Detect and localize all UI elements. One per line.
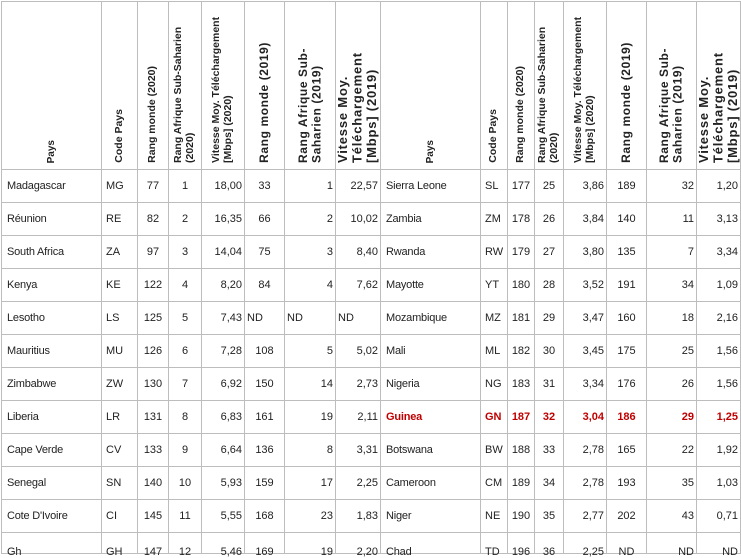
- left-cell-v19[interactable]: 5,02: [336, 335, 381, 368]
- right-cell-code[interactable]: NG: [481, 368, 508, 401]
- left-cell-v20[interactable]: 5,93: [202, 467, 245, 500]
- header-speed-2020-left[interactable]: [202, 2, 245, 170]
- table-row: [2, 500, 741, 533]
- left-cell-ra20[interactable]: 11: [169, 500, 202, 533]
- header-rank-world-2019-right[interactable]: [607, 2, 647, 170]
- right-cell-v20[interactable]: 3,84: [564, 203, 607, 236]
- right-cell-ra20[interactable]: 29: [535, 302, 564, 335]
- header-rank-africa-2019-right[interactable]: [647, 2, 697, 170]
- left-cell-pays[interactable]: [2, 533, 102, 558]
- left-cell-v19[interactable]: 8,40: [336, 236, 381, 269]
- left-cell-code[interactable]: RE: [102, 203, 138, 236]
- right-cell-ra20[interactable]: 32: [535, 401, 564, 434]
- right-cell-code[interactable]: YT: [481, 269, 508, 302]
- right-cell-ra20[interactable]: 25: [535, 170, 564, 203]
- left-cell-rm20[interactable]: 131: [138, 401, 169, 434]
- header-label: Rang monde (2020): [514, 66, 527, 163]
- left-cell-ra20[interactable]: [169, 533, 202, 558]
- table-row: [2, 467, 741, 500]
- right-cell-rm19[interactable]: 186: [607, 401, 647, 434]
- right-cell-rm19[interactable]: 191: [607, 269, 647, 302]
- table-row: [2, 170, 741, 203]
- right-cell-rm19[interactable]: [607, 533, 647, 558]
- right-cell-ra19[interactable]: 11: [647, 203, 697, 236]
- left-cell-v19[interactable]: 10,02: [336, 203, 381, 236]
- left-cell-v20[interactable]: 8,20: [202, 269, 245, 302]
- left-cell-pays[interactable]: Liberia: [2, 401, 102, 434]
- left-cell-rm19[interactable]: ND: [245, 302, 285, 335]
- header-rank-africa-2019-left[interactable]: [285, 2, 336, 170]
- left-cell-rm20[interactable]: 97: [138, 236, 169, 269]
- header-label: Rang monde (2020): [146, 66, 159, 163]
- right-cell-rm19[interactable]: 193: [607, 467, 647, 500]
- right-cell-rm20[interactable]: 189: [508, 467, 535, 500]
- right-cell-rm19[interactable]: 140: [607, 203, 647, 236]
- partial-cell-text: 169: [255, 546, 274, 558]
- left-cell-rm19[interactable]: 75: [245, 236, 285, 269]
- right-cell-rm20[interactable]: 179: [508, 236, 535, 269]
- right-cell-v20[interactable]: 3,80: [564, 236, 607, 269]
- header-label: Code Pays: [487, 109, 500, 163]
- header-label: Rang Afrique Sub-Saharien (2019): [657, 47, 685, 163]
- right-cell-code[interactable]: BW: [481, 434, 508, 467]
- header-label: Code Pays: [112, 109, 125, 163]
- table-row: [2, 269, 741, 302]
- header-row: [2, 2, 741, 170]
- left-cell-pays[interactable]: Cote D'Ivoire: [2, 500, 102, 533]
- right-cell-ra20[interactable]: 34: [535, 467, 564, 500]
- right-cell-rm19[interactable]: 189: [607, 170, 647, 203]
- left-cell-pays[interactable]: Réunion: [2, 203, 102, 236]
- right-cell-code[interactable]: MZ: [481, 302, 508, 335]
- left-cell-v19[interactable]: 2,11: [336, 401, 381, 434]
- left-cell-pays[interactable]: Cape Verde: [2, 434, 102, 467]
- left-cell-ra19[interactable]: 14: [285, 368, 336, 401]
- left-cell-rm20[interactable]: 145: [138, 500, 169, 533]
- left-cell-code[interactable]: LR: [102, 401, 138, 434]
- right-cell-ra20[interactable]: 26: [535, 203, 564, 236]
- left-cell-pays[interactable]: Lesotho: [2, 302, 102, 335]
- right-cell-v19[interactable]: 1,03: [697, 467, 741, 500]
- right-cell-rm20[interactable]: [508, 533, 535, 558]
- left-cell-rm19[interactable]: 33: [245, 170, 285, 203]
- left-cell-v19[interactable]: 1,83: [336, 500, 381, 533]
- right-cell-ra19[interactable]: 43: [647, 500, 697, 533]
- left-cell-v20[interactable]: 6,92: [202, 368, 245, 401]
- right-cell-ra19[interactable]: 26: [647, 368, 697, 401]
- right-cell-code[interactable]: [481, 533, 508, 558]
- right-cell-pays[interactable]: Guinea: [381, 401, 481, 434]
- left-cell-ra19[interactable]: 8: [285, 434, 336, 467]
- right-cell-rm19[interactable]: 135: [607, 236, 647, 269]
- left-cell-code[interactable]: [102, 533, 138, 558]
- right-cell-rm20[interactable]: 187: [508, 401, 535, 434]
- right-cell-ra19[interactable]: 35: [647, 467, 697, 500]
- right-cell-rm19[interactable]: 202: [607, 500, 647, 533]
- partial-cell-text: 2,20: [356, 546, 378, 558]
- left-cell-rm20[interactable]: 82: [138, 203, 169, 236]
- header-rank-africa-2020-left[interactable]: [169, 2, 202, 170]
- right-cell-rm20[interactable]: 181: [508, 302, 535, 335]
- right-cell-pays[interactable]: Mali: [381, 335, 481, 368]
- header-label: Vitesse Moy. Téléchargement [Mbps] (2020): [210, 16, 234, 163]
- right-cell-code[interactable]: NE: [481, 500, 508, 533]
- left-cell-rm19[interactable]: [245, 533, 285, 558]
- left-cell-code[interactable]: LS: [102, 302, 138, 335]
- right-cell-code[interactable]: ZM: [481, 203, 508, 236]
- left-cell-rm19[interactable]: 108: [245, 335, 285, 368]
- partial-cell-text: GH: [106, 546, 123, 558]
- left-cell-ra20[interactable]: 4: [169, 269, 202, 302]
- left-cell-code[interactable]: ZA: [102, 236, 138, 269]
- header-speed-2019-right[interactable]: [697, 2, 741, 170]
- right-cell-pays[interactable]: [381, 533, 481, 558]
- right-cell-ra19[interactable]: 25: [647, 335, 697, 368]
- header-rank-world-2020-right[interactable]: [508, 2, 535, 170]
- right-cell-ra19[interactable]: 18: [647, 302, 697, 335]
- header-rank-world-2020-left[interactable]: [138, 2, 169, 170]
- right-cell-v19[interactable]: 1,56: [697, 335, 741, 368]
- right-cell-rm19[interactable]: 160: [607, 302, 647, 335]
- left-cell-v20[interactable]: 14,04: [202, 236, 245, 269]
- left-cell-v20[interactable]: [202, 533, 245, 558]
- partial-cell-text: 36: [542, 546, 556, 558]
- right-cell-v20[interactable]: 3,52: [564, 269, 607, 302]
- right-cell-ra20[interactable]: [535, 533, 564, 558]
- right-cell-rm19[interactable]: 165: [607, 434, 647, 467]
- left-cell-v19[interactable]: 22,57: [336, 170, 381, 203]
- table-row: [2, 302, 741, 335]
- left-cell-code[interactable]: ZW: [102, 368, 138, 401]
- right-cell-v19[interactable]: [697, 533, 741, 558]
- left-cell-code[interactable]: SN: [102, 467, 138, 500]
- header-label: Pays: [424, 139, 436, 163]
- left-cell-pays[interactable]: Zimbabwe: [2, 368, 102, 401]
- left-cell-rm19[interactable]: 84: [245, 269, 285, 302]
- right-cell-rm20[interactable]: 180: [508, 269, 535, 302]
- left-cell-ra19[interactable]: 1: [285, 170, 336, 203]
- header-label: Vitesse Moy. Téléchargement [Mbps] (2019): [696, 52, 741, 163]
- right-cell-v20[interactable]: 2,77: [564, 500, 607, 533]
- partial-cell-text: 12: [178, 546, 192, 558]
- left-cell-v20[interactable]: 16,35: [202, 203, 245, 236]
- right-cell-code[interactable]: CM: [481, 467, 508, 500]
- right-cell-v19[interactable]: 1,09: [697, 269, 741, 302]
- header-pays-left[interactable]: [2, 2, 102, 170]
- left-cell-ra19[interactable]: ND: [285, 302, 336, 335]
- right-cell-v19[interactable]: 2,16: [697, 302, 741, 335]
- left-cell-v20[interactable]: 5,55: [202, 500, 245, 533]
- header-speed-2020-right[interactable]: [564, 2, 607, 170]
- right-cell-v20[interactable]: [564, 533, 607, 558]
- left-cell-v20[interactable]: 6,64: [202, 434, 245, 467]
- left-cell-rm20[interactable]: 140: [138, 467, 169, 500]
- right-cell-v19[interactable]: 0,71: [697, 500, 741, 533]
- right-cell-rm20[interactable]: 177: [508, 170, 535, 203]
- header-label: Rang monde (2019): [618, 42, 633, 163]
- left-cell-v20[interactable]: 7,28: [202, 335, 245, 368]
- header-label: Rang Afrique Sub-Saharien (2019): [295, 47, 323, 163]
- right-cell-rm20[interactable]: 188: [508, 434, 535, 467]
- left-cell-rm20[interactable]: [138, 533, 169, 558]
- right-cell-v20[interactable]: 3,45: [564, 335, 607, 368]
- left-cell-ra19[interactable]: 19: [285, 401, 336, 434]
- left-cell-rm19[interactable]: 168: [245, 500, 285, 533]
- left-cell-rm19[interactable]: 161: [245, 401, 285, 434]
- left-cell-pays[interactable]: South Africa: [2, 236, 102, 269]
- partial-cell-text: TD: [485, 546, 500, 558]
- left-cell-rm19[interactable]: 159: [245, 467, 285, 500]
- right-cell-ra20[interactable]: 33: [535, 434, 564, 467]
- right-cell-pays[interactable]: Cameroon: [381, 467, 481, 500]
- left-cell-ra19[interactable]: [285, 533, 336, 558]
- left-cell-v19[interactable]: 2,25: [336, 467, 381, 500]
- left-cell-ra19[interactable]: 5: [285, 335, 336, 368]
- table-row: [2, 203, 741, 236]
- table-row: [2, 368, 741, 401]
- left-cell-v19[interactable]: 7,62: [336, 269, 381, 302]
- left-cell-ra20[interactable]: 9: [169, 434, 202, 467]
- partial-cell-text: Chad: [386, 546, 412, 558]
- partial-cell-text: ND: [678, 546, 694, 558]
- right-cell-rm20[interactable]: 178: [508, 203, 535, 236]
- left-cell-v20[interactable]: 7,43: [202, 302, 245, 335]
- partial-cell-text: 196: [511, 546, 531, 558]
- left-cell-pays[interactable]: Mauritius: [2, 335, 102, 368]
- left-cell-ra20[interactable]: 3: [169, 236, 202, 269]
- right-cell-pays[interactable]: Zambia: [381, 203, 481, 236]
- right-cell-ra19[interactable]: 32: [647, 170, 697, 203]
- header-rank-africa-2020-right[interactable]: [535, 2, 564, 170]
- right-cell-v19[interactable]: 1,25: [697, 401, 741, 434]
- right-cell-ra19[interactable]: 29: [647, 401, 697, 434]
- right-cell-v19[interactable]: 1,56: [697, 368, 741, 401]
- right-cell-pays[interactable]: Sierra Leone: [381, 170, 481, 203]
- right-cell-code[interactable]: SL: [481, 170, 508, 203]
- partial-cell-text: ND: [618, 546, 635, 558]
- left-cell-ra19[interactable]: 3: [285, 236, 336, 269]
- left-cell-ra19[interactable]: 2: [285, 203, 336, 236]
- internet-speed-table: [1, 1, 741, 558]
- table-row: [2, 434, 741, 467]
- partial-cell-text: 5,46: [220, 546, 242, 558]
- header-label: Rang monde (2019): [256, 42, 271, 163]
- table-row-partial: [2, 533, 741, 554]
- right-cell-rm20[interactable]: 182: [508, 335, 535, 368]
- left-cell-ra20[interactable]: 10: [169, 467, 202, 500]
- left-cell-pays[interactable]: Kenya: [2, 269, 102, 302]
- left-cell-rm20[interactable]: 133: [138, 434, 169, 467]
- left-cell-rm20[interactable]: 126: [138, 335, 169, 368]
- left-cell-rm20[interactable]: 122: [138, 269, 169, 302]
- right-cell-rm19[interactable]: 175: [607, 335, 647, 368]
- right-cell-code[interactable]: GN: [481, 401, 508, 434]
- partial-cell-text: 2,25: [582, 546, 604, 558]
- left-cell-rm19[interactable]: 150: [245, 368, 285, 401]
- left-cell-ra19[interactable]: 17: [285, 467, 336, 500]
- left-cell-ra20[interactable]: 1: [169, 170, 202, 203]
- right-cell-ra19[interactable]: 34: [647, 269, 697, 302]
- right-cell-ra20[interactable]: 35: [535, 500, 564, 533]
- left-cell-ra19[interactable]: 4: [285, 269, 336, 302]
- left-cell-pays[interactable]: Madagascar: [2, 170, 102, 203]
- table-row: [2, 401, 741, 434]
- table-body: [2, 170, 741, 558]
- header-code-left[interactable]: [102, 2, 138, 170]
- left-cell-code[interactable]: MG: [102, 170, 138, 203]
- right-cell-ra19[interactable]: [647, 533, 697, 558]
- right-cell-ra20[interactable]: 28: [535, 269, 564, 302]
- right-cell-pays[interactable]: Mayotte: [381, 269, 481, 302]
- right-cell-pays[interactable]: Niger: [381, 500, 481, 533]
- left-cell-code[interactable]: CV: [102, 434, 138, 467]
- right-cell-rm20[interactable]: 190: [508, 500, 535, 533]
- right-cell-ra20[interactable]: 31: [535, 368, 564, 401]
- left-cell-ra19[interactable]: 23: [285, 500, 336, 533]
- right-cell-v19[interactable]: 1,20: [697, 170, 741, 203]
- right-cell-code[interactable]: RW: [481, 236, 508, 269]
- right-cell-v20[interactable]: 2,78: [564, 434, 607, 467]
- left-cell-v19[interactable]: 3,31: [336, 434, 381, 467]
- left-cell-ra20[interactable]: 7: [169, 368, 202, 401]
- left-cell-rm19[interactable]: 136: [245, 434, 285, 467]
- right-cell-v19[interactable]: 3,13: [697, 203, 741, 236]
- right-cell-v19[interactable]: 1,92: [697, 434, 741, 467]
- left-cell-code[interactable]: CI: [102, 500, 138, 533]
- left-cell-rm20[interactable]: 77: [138, 170, 169, 203]
- right-cell-v20[interactable]: 3,34: [564, 368, 607, 401]
- header-label: Vitesse Moy. Téléchargement [Mbps] (2020): [572, 16, 596, 163]
- left-cell-rm20[interactable]: 130: [138, 368, 169, 401]
- header-label: Vitesse Moy. Téléchargement [Mbps] (2019): [335, 52, 380, 163]
- left-cell-v19[interactable]: ND: [336, 302, 381, 335]
- right-cell-pays[interactable]: Mozambique: [381, 302, 481, 335]
- header-pays-right[interactable]: [381, 2, 481, 170]
- left-cell-ra20[interactable]: 8: [169, 401, 202, 434]
- header-speed-2019-left[interactable]: [336, 2, 381, 170]
- left-cell-ra20[interactable]: 2: [169, 203, 202, 236]
- header-rank-world-2019-left[interactable]: [245, 2, 285, 170]
- header-label: Rang Afrique Sub-Saharien (2020): [536, 26, 560, 163]
- right-cell-ra19[interactable]: 7: [647, 236, 697, 269]
- table-row: [2, 335, 741, 368]
- right-cell-code[interactable]: ML: [481, 335, 508, 368]
- right-cell-v19[interactable]: 3,34: [697, 236, 741, 269]
- right-cell-ra20[interactable]: 27: [535, 236, 564, 269]
- left-cell-pays[interactable]: Senegal: [2, 467, 102, 500]
- left-cell-v19[interactable]: [336, 533, 381, 558]
- left-cell-code[interactable]: MU: [102, 335, 138, 368]
- left-cell-v19[interactable]: 2,73: [336, 368, 381, 401]
- partial-cell-text: 19: [320, 546, 333, 558]
- partial-cell-text: ND: [722, 546, 738, 558]
- right-cell-ra19[interactable]: 22: [647, 434, 697, 467]
- right-cell-v20[interactable]: 3,86: [564, 170, 607, 203]
- left-cell-code[interactable]: KE: [102, 269, 138, 302]
- right-cell-ra20[interactable]: 30: [535, 335, 564, 368]
- header-label: Pays: [45, 139, 57, 163]
- left-cell-rm20[interactable]: 125: [138, 302, 169, 335]
- header-label: Rang Afrique Sub-Saharien (2020): [172, 26, 196, 163]
- left-cell-v20[interactable]: 18,00: [202, 170, 245, 203]
- left-cell-v20[interactable]: 6,83: [202, 401, 245, 434]
- left-cell-ra20[interactable]: 6: [169, 335, 202, 368]
- right-cell-pays[interactable]: Nigeria: [381, 368, 481, 401]
- left-cell-rm19[interactable]: 66: [245, 203, 285, 236]
- left-cell-ra20[interactable]: 5: [169, 302, 202, 335]
- partial-cell-text: Gh: [7, 546, 22, 558]
- right-cell-v20[interactable]: 3,04: [564, 401, 607, 434]
- right-cell-rm19[interactable]: 176: [607, 368, 647, 401]
- right-cell-v20[interactable]: 3,47: [564, 302, 607, 335]
- right-cell-v20[interactable]: 2,78: [564, 467, 607, 500]
- table-row: [2, 236, 741, 269]
- right-cell-pays[interactable]: Rwanda: [381, 236, 481, 269]
- right-cell-pays[interactable]: Botswana: [381, 434, 481, 467]
- header-code-right[interactable]: [481, 2, 508, 170]
- partial-cell-text: 147: [143, 546, 163, 558]
- right-cell-rm20[interactable]: 183: [508, 368, 535, 401]
